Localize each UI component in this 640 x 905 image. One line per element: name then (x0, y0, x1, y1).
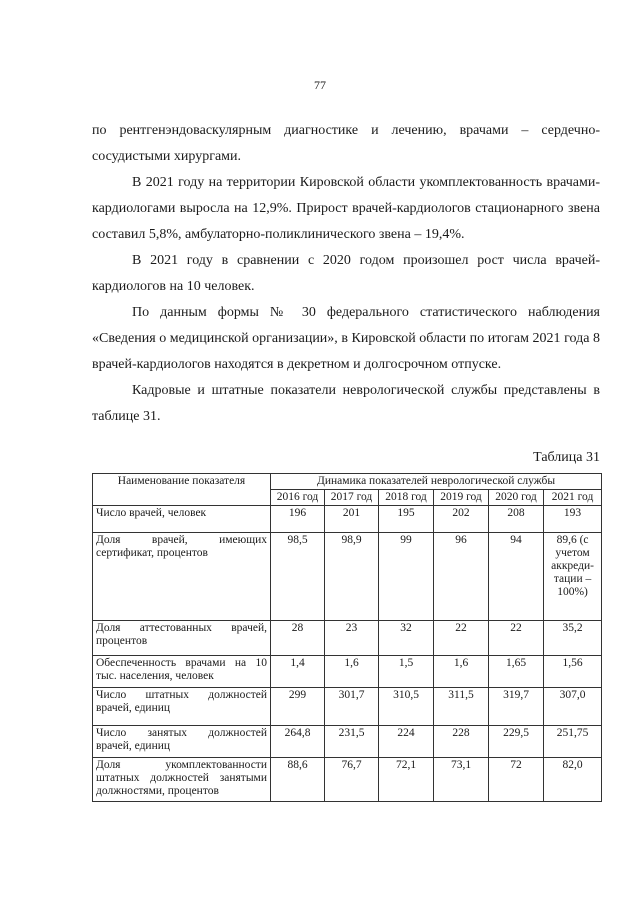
cell: 228 (434, 726, 489, 758)
cell: 311,5 (434, 688, 489, 726)
cell: 251,75 (544, 726, 602, 758)
cell: 195 (379, 506, 434, 533)
cell: 72,1 (379, 758, 434, 802)
row-label: Число врачей, человек (93, 506, 271, 533)
paragraph-4: По данным формы № 30 федерального статистического наблюдения «Сведения о медицинской организации», в Кировской области по итогам 2021 года 8 врачей-кардиологов находятся в декретном и долгосрочном отпуске. (92, 305, 600, 372)
cell: 89,6 (с учетом аккреди-тации – 100%) (544, 533, 602, 621)
table-row (93, 688, 602, 726)
neurology-staff-table (92, 473, 602, 802)
cell: 1,6 (434, 656, 489, 688)
row-label: Доля укомплектованности штатных должностей занятыми должностями, процентов (93, 758, 271, 802)
table-row (93, 506, 602, 533)
cell: 73,1 (434, 758, 489, 802)
cell: 22 (434, 621, 489, 656)
cell: 88,6 (271, 758, 325, 802)
row-label: Число штатных должностей врачей, единиц (93, 688, 271, 726)
cell: 1,56 (544, 656, 602, 688)
cell: 32 (379, 621, 434, 656)
year-2016: 2016 год (271, 490, 325, 506)
table-row (93, 656, 602, 688)
header-dynamics: Динамика показателей неврологической службы (271, 474, 602, 490)
table-caption: Таблица 31 (533, 450, 600, 465)
paragraph-2: В 2021 году на территории Кировской области укомплектованность врачами-кардиологами выросла на 12,9%. Прирост врачей-кардиологов стационарного звена составил 5,8%, амбулаторно-поликлинического звена – 19,4%. (92, 175, 600, 242)
cell: 264,8 (271, 726, 325, 758)
cell: 76,7 (325, 758, 379, 802)
cell: 1,5 (379, 656, 434, 688)
cell: 82,0 (544, 758, 602, 802)
table-row (93, 726, 602, 758)
cell: 299 (271, 688, 325, 726)
page-number: 77 (314, 78, 326, 92)
cell: 202 (434, 506, 489, 533)
cell: 98,9 (325, 533, 379, 621)
table-row (93, 621, 602, 656)
table-header-row (93, 474, 602, 490)
cell: 1,65 (489, 656, 544, 688)
year-2017: 2017 год (325, 490, 379, 506)
cell: 208 (489, 506, 544, 533)
year-2021: 2021 год (544, 490, 602, 506)
row-label: Доля врачей, имеющих сертификат, процентов (93, 533, 271, 621)
paragraph-3: В 2021 году в сравнении с 2020 годом произошел рост числа врачей-кардиологов на 10 человек. (92, 253, 600, 294)
header-indicator: Наименование показателя (93, 474, 271, 506)
cell: 28 (271, 621, 325, 656)
paragraph-1: по рентгенэндоваскулярным диагностике и лечению, врачами – сердечно-сосудистыми хирургами. (92, 123, 600, 164)
row-label: Число занятых должностей врачей, единиц (93, 726, 271, 758)
cell: 35,2 (544, 621, 602, 656)
cell: 307,0 (544, 688, 602, 726)
cell: 23 (325, 621, 379, 656)
table-row (93, 758, 602, 802)
row-label: Доля аттестованных врачей, процентов (93, 621, 271, 656)
paragraph-5: Кадровые и штатные показатели неврологической службы представлены в таблице 31. (92, 383, 600, 424)
cell: 201 (325, 506, 379, 533)
cell: 1,6 (325, 656, 379, 688)
cell: 229,5 (489, 726, 544, 758)
year-2020: 2020 год (489, 490, 544, 506)
cell: 98,5 (271, 533, 325, 621)
cell: 22 (489, 621, 544, 656)
cell: 196 (271, 506, 325, 533)
year-2018: 2018 год (379, 490, 434, 506)
cell: 319,7 (489, 688, 544, 726)
row-label: Обеспеченность врачами на 10 тыс. населения, человек (93, 656, 271, 688)
cell: 231,5 (325, 726, 379, 758)
cell: 224 (379, 726, 434, 758)
cell: 96 (434, 533, 489, 621)
cell: 310,5 (379, 688, 434, 726)
cell: 1,4 (271, 656, 325, 688)
cell: 94 (489, 533, 544, 621)
body-text (92, 118, 600, 430)
cell: 193 (544, 506, 602, 533)
table-row (93, 533, 602, 621)
year-2019: 2019 год (434, 490, 489, 506)
cell: 99 (379, 533, 434, 621)
cell: 72 (489, 758, 544, 802)
cell: 301,7 (325, 688, 379, 726)
